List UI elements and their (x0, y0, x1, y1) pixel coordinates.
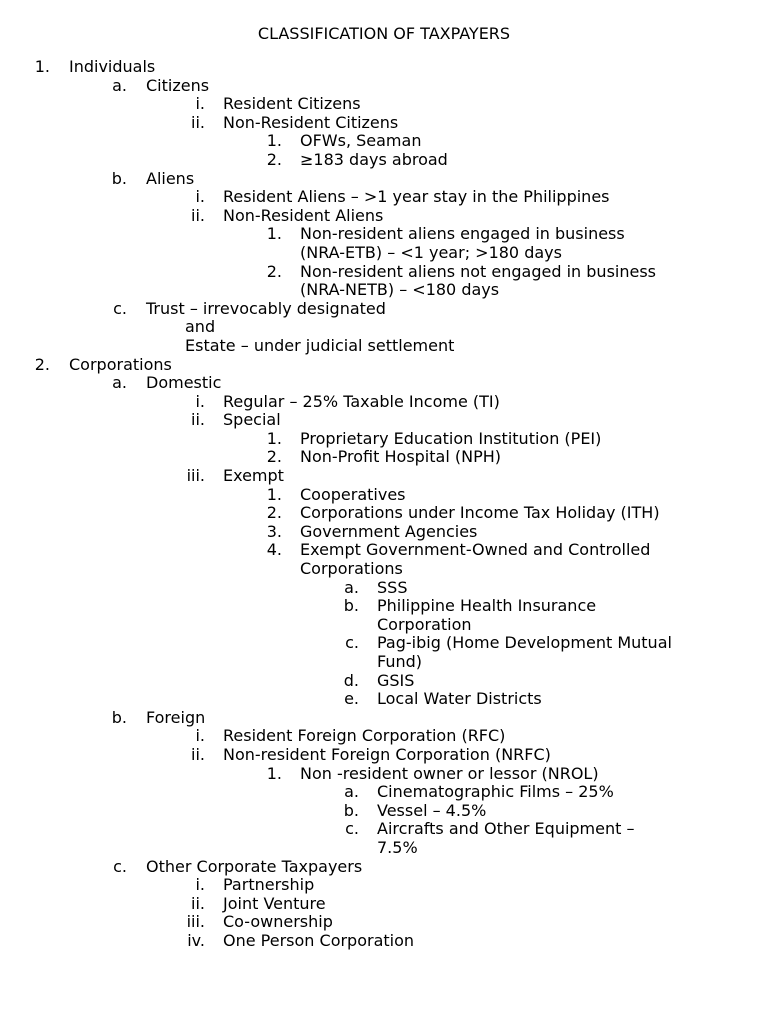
outline-item (0, 207, 768, 226)
outline-item-marker: c. (345, 819, 359, 839)
outline-item-text: Partnership (223, 875, 315, 895)
outline-item-marker: d. (343, 670, 359, 690)
outline-item-text: Aircrafts and Other Equipment – (377, 819, 635, 839)
outline-item (0, 560, 768, 579)
outline-item (0, 820, 768, 839)
outline-item-marker: b. (343, 596, 359, 616)
classification-outline (0, 58, 768, 951)
outline-item-text: Resident Foreign Corporation (RFC) (223, 726, 506, 746)
outline-item (0, 132, 768, 151)
outline-item-text: Foreign (146, 707, 206, 727)
outline-item-text: (NRA-NETB) – <180 days (300, 280, 500, 300)
outline-item-text: Citizens (146, 75, 210, 95)
outline-item-marker: 4. (266, 540, 282, 560)
outline-item (0, 765, 768, 784)
outline-item-marker: ii. (191, 205, 205, 225)
outline-item-marker: 2. (266, 149, 282, 169)
outline-item-marker: a. (344, 577, 359, 597)
outline-item-marker: c. (345, 633, 359, 653)
outline-item (0, 634, 768, 653)
outline-item (0, 411, 768, 430)
outline-item (0, 393, 768, 412)
outline-item (0, 225, 768, 244)
outline-item (0, 895, 768, 914)
outline-item (0, 783, 768, 802)
outline-item-text: Regular – 25% Taxable Income (TI) (223, 391, 500, 411)
outline-item-text: and (185, 317, 216, 337)
outline-item-text: Fund) (377, 652, 423, 671)
outline-item (0, 318, 768, 337)
outline-item-text: Co-ownership (223, 912, 333, 932)
outline-item-marker: 3. (266, 521, 282, 541)
outline-item (0, 95, 768, 114)
outline-item (0, 746, 768, 765)
outline-item-text: Proprietary Education Institution (PEI) (300, 428, 602, 448)
outline-item (0, 337, 768, 356)
outline-item-marker: 2. (34, 354, 50, 374)
outline-item-text: SSS (377, 577, 408, 597)
outline-item-text: Corporations (300, 559, 403, 579)
outline-item-text: Philippine Health Insurance (377, 596, 597, 616)
outline-item-text: Individuals (69, 57, 156, 76)
outline-item (0, 244, 768, 263)
outline-item (0, 541, 768, 560)
outline-item (0, 523, 768, 542)
outline-item (0, 467, 768, 486)
outline-item-text: Non-Resident Aliens (223, 205, 384, 225)
outline-item-text: Resident Aliens – >1 year stay in the Philippines (223, 187, 610, 207)
outline-item-marker: ii. (191, 410, 205, 430)
outline-item (0, 430, 768, 449)
outline-item-marker: i. (195, 187, 205, 207)
outline-item-marker: ii. (191, 744, 205, 764)
page-title: CLASSIFICATION OF TAXPAYERS (257, 24, 511, 43)
outline-item (0, 802, 768, 821)
outline-item-marker: 2. (266, 261, 282, 281)
outline-item-marker: 1. (266, 763, 282, 783)
outline-item-text: Corporation (377, 614, 472, 634)
outline-item-text: Non-Resident Citizens (223, 112, 399, 132)
outline-item-text: GSIS (377, 670, 415, 690)
outline-item-marker: i. (195, 726, 205, 746)
outline-item-marker: 1. (266, 224, 282, 244)
outline-item-marker: iii. (186, 912, 205, 932)
outline-item-text: Joint Venture (223, 893, 326, 913)
outline-item-text: Local Water Districts (377, 689, 542, 709)
outline-item-marker: 2. (266, 447, 282, 467)
outline-item-marker: 1. (266, 131, 282, 151)
outline-item-marker: b. (343, 800, 359, 820)
outline-item-text: Aliens (146, 168, 195, 188)
outline-item-text: Corporations under Income Tax Holiday (ITH) (300, 503, 660, 523)
outline-item-marker: c. (113, 298, 127, 318)
outline-item (0, 281, 768, 300)
outline-item (0, 913, 768, 932)
outline-item-text: Special (223, 410, 281, 430)
outline-item-text: One Person Corporation (223, 930, 415, 950)
outline-item (0, 876, 768, 895)
outline-item (0, 597, 768, 616)
outline-item-text: Cinematographic Films – 25% (377, 782, 614, 802)
outline-item (0, 356, 768, 375)
outline-item-text: 7.5% (377, 837, 418, 857)
outline-item-marker: ii. (191, 112, 205, 132)
outline-item-marker: iv. (187, 930, 205, 950)
outline-item-text: Non-Profit Hospital (NPH) (300, 447, 501, 467)
outline-item (0, 170, 768, 189)
outline-item (0, 504, 768, 523)
outline-item-marker: ii. (191, 893, 205, 913)
outline-item (0, 932, 768, 951)
outline-item-text: Pag-ibig (Home Development Mutual (377, 633, 672, 653)
outline-item-marker: 2. (266, 503, 282, 523)
outline-item (0, 300, 768, 319)
outline-item (0, 579, 768, 598)
outline-item-marker: a. (112, 75, 127, 95)
outline-item-marker: 1. (266, 428, 282, 448)
outline-item-text: Domestic (146, 373, 222, 393)
outline-item (0, 448, 768, 467)
outline-item (0, 709, 768, 728)
outline-item-text: Exempt (223, 466, 284, 486)
outline-item-marker: b. (111, 168, 127, 188)
outline-item-text: Vessel – 4.5% (377, 800, 487, 820)
outline-item (0, 263, 768, 282)
outline-item-text: Trust – irrevocably designated (146, 298, 386, 318)
outline-item-text: Exempt Government-Owned and Controlled (300, 540, 651, 560)
outline-item-text: Cooperatives (300, 484, 406, 504)
outline-item-text: ≥183 days abroad (300, 149, 448, 169)
outline-item-text: Resident Citizens (223, 94, 361, 114)
outline-item (0, 77, 768, 96)
outline-item-marker: i. (195, 94, 205, 114)
outline-item (0, 114, 768, 133)
outline-item-marker: 1. (34, 57, 50, 76)
outline-item (0, 188, 768, 207)
outline-item-marker: 1. (266, 484, 282, 504)
outline-item-text: Non-resident Foreign Corporation (NRFC) (223, 744, 551, 764)
outline-item-text: OFWs, Seaman (300, 131, 422, 151)
outline-item-text: Non-resident aliens engaged in business (300, 224, 625, 244)
outline-item-text: Other Corporate Taxpayers (146, 856, 363, 876)
outline-item-text: Non -resident owner or lessor (NROL) (300, 763, 599, 783)
outline-item (0, 858, 768, 877)
outline-item-text: (NRA-ETB) – <1 year; >180 days (300, 242, 562, 262)
outline-item-marker: e. (344, 689, 359, 709)
outline-item-marker: iii. (186, 466, 205, 486)
outline-item-text: Estate – under judicial settlement (185, 335, 455, 355)
outline-item-marker: a. (344, 782, 359, 802)
outline-item (0, 653, 768, 672)
outline-item (0, 486, 768, 505)
outline-item (0, 727, 768, 746)
outline-item-marker: c. (113, 856, 127, 876)
outline-item (0, 672, 768, 691)
outline-item (0, 58, 768, 77)
outline-item-text: Government Agencies (300, 521, 478, 541)
outline-item-marker: a. (112, 373, 127, 393)
outline-item (0, 839, 768, 858)
outline-item-marker: b. (111, 707, 127, 727)
outline-item (0, 690, 768, 709)
outline-item-marker: i. (195, 875, 205, 895)
outline-item-text: Non-resident aliens not engaged in business (300, 261, 657, 281)
outline-item (0, 151, 768, 170)
outline-item (0, 374, 768, 393)
outline-item-marker: i. (195, 391, 205, 411)
outline-item (0, 616, 768, 635)
outline-item-text: Corporations (69, 354, 172, 374)
